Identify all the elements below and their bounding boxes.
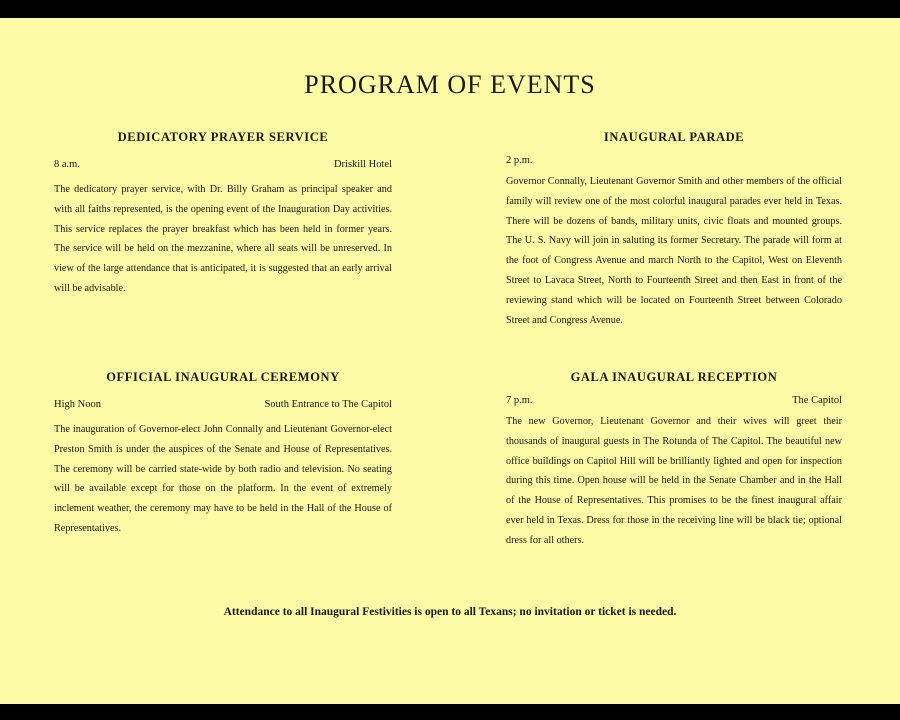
section-heading: DEDICATORY PRAYER SERVICE <box>117 130 329 144</box>
section-official-inaugural-ceremony <box>54 370 392 539</box>
section-body: The new Governor, Lieutenant Governor and their wives will greet their thousands of inaugural guests in The Rotunda of The Capitol. The beautiful new office buildings on Capitol Hill will be brilliantly lighted and open for inspection during this time. Open house will be held in the Senate Chamber and in the Hall of the House of Representatives. This promises to be the finest inaugural affair ever held in Texas. Dress for those in the receiving line will be black tie; optional dress for all others. <box>506 416 842 546</box>
section-body: Governor Connally, Lieutenant Governor Smith and other members of the official family will review one of the most colorful inaugural parades ever held in Texas. There will be dozens of bands, military units, civic floats and mounted groups. The U. S. Navy will join in saluting its former Secretary. The parade will form at the foot of Congress Avenue and march North to the Capitol, West on Eleventh Street to Lavaca Street, North to Fourteenth Street and then East in front of the reviewing stand which will be located on Fourteenth Street between Colorado Street and Congress Avenue. <box>506 176 842 326</box>
attendance-note: Attendance to all Inaugural Festivities is open to all Texans; no invitation or ticket is needed. <box>223 606 677 618</box>
page-title: PROGRAM OF EVENTS <box>304 70 596 99</box>
program-page <box>0 18 900 704</box>
section-heading: INAUGURAL PARADE <box>603 130 745 144</box>
section-heading: OFFICIAL INAUGURAL CEREMONY <box>106 370 340 384</box>
section-meta <box>506 155 842 166</box>
section-meta <box>506 395 842 406</box>
event-time: 2 p.m. <box>506 155 533 166</box>
section-body: The dedicatory prayer service, with Dr. Billy Graham as principal speaker and with all faiths represented, is the opening event of the Inauguration Day activities. This service replaces the prayer breakfast which has been held in former years. The service will be held on the mezzanine, where all seats will be unreserved. In view of the large attendance that is anticipated, it is suggested that an early arrival will be advisable. <box>54 184 392 294</box>
section-gala-inaugural-reception <box>506 370 842 551</box>
section-heading: GALA INAUGURAL RECEPTION <box>570 370 778 384</box>
section-inaugural-parade <box>506 130 842 330</box>
event-time: High Noon <box>54 399 101 410</box>
section-dedicatory-prayer-service <box>54 130 392 299</box>
section-meta <box>54 399 392 410</box>
event-time: 8 a.m. <box>54 159 80 170</box>
section-meta <box>54 159 392 170</box>
event-location: South Entrance to The Capitol <box>264 399 392 410</box>
event-location: The Capitol <box>792 395 842 406</box>
event-time: 7 p.m. <box>506 395 533 406</box>
section-body: The inauguration of Governor-elect John Connally and Lieutenant Governor-elect Preston Smith is under the auspices of the Senate and House of Representatives. The ceremony will be carried state-wide by both radio and television. No seating will be available except for those on the platform. In the event of extremely inclement weather, the ceremony may have to be held in the Hall of the House of Representatives. <box>54 424 392 534</box>
event-location: Driskill Hotel <box>333 159 392 170</box>
